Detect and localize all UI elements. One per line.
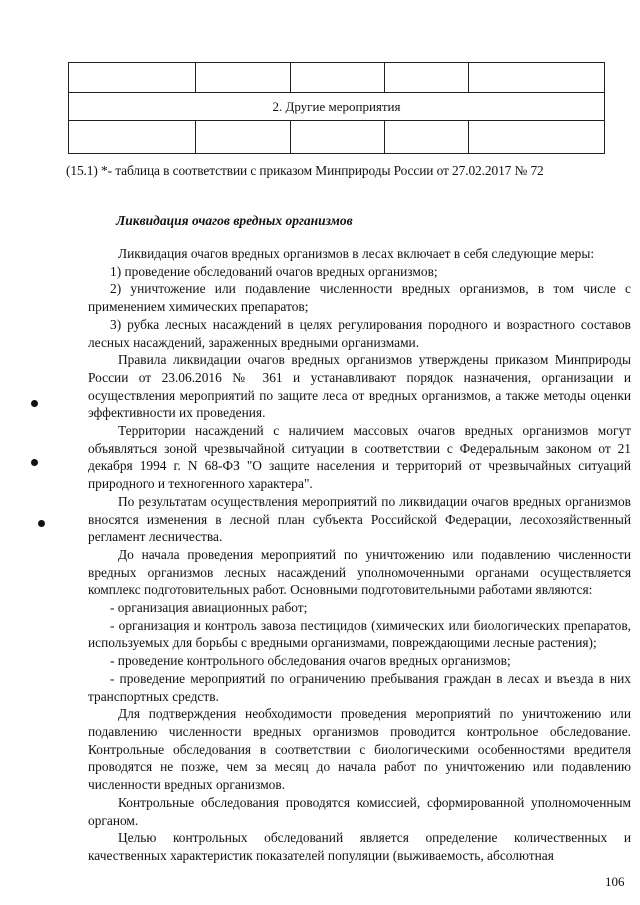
table-section-label: 2. Другие мероприятия <box>69 93 605 121</box>
paragraph: Территории насаждений с наличием массовых очагов вредных организмов могут объявляться зоной чрезвычайной ситуации в соответствии с Федеральным законом от 21 декабря 1994 г. N 68-ФЗ "О защите населения и территорий от чрезвычайных ситуаций природного и техногенного характера". <box>88 423 631 492</box>
table-cell <box>196 121 291 154</box>
section-title: Ликвидация очагов вредных организмов <box>116 213 353 228</box>
list-item: - организация и контроль завоза пестицидов (химических или биологических препаратов, используемых для борьбы с вредными организмами, повреждающими лесные растения); <box>88 617 631 651</box>
body-text <box>88 245 631 865</box>
table-cell <box>385 63 469 93</box>
table-cell <box>291 121 385 154</box>
paragraph: Правила ликвидации очагов вредных организмов утверждены приказом Минприроды России от 23.06.2016 № 361 и устанавливают порядок назначения, организации и осуществления мероприятий по защите леса от вредных организмов, а также методы оценки эффективности их проведения. <box>88 352 631 421</box>
punch-hole-dot <box>31 400 38 407</box>
table-row <box>69 93 605 121</box>
punch-hole-dot <box>31 459 38 466</box>
page-number: 106 <box>605 874 625 889</box>
list-item: 1) проведение обследований очагов вредных организмов; <box>110 263 438 279</box>
list-item: 2) уничтожение или подавление численности вредных организмов, в том числе с применением химических препаратов; <box>88 281 631 315</box>
table-cell <box>291 63 385 93</box>
list-item: - проведение мероприятий по ограничению пребывания граждан в лесах и въезда в них транспортных средств. <box>88 670 631 704</box>
table-row <box>69 121 605 154</box>
paragraph: До начала проведения мероприятий по уничтожению или подавлению численности вредных организмов лесных насаждений уполномоченными органами осуществляется комплекс подготовительных работ. Основными подготовительными работами являются: <box>88 546 631 598</box>
paragraph: По результатам осуществления мероприятий по ликвидации очагов вредных организмов вносятся изменения в лесной план субъекта Российской Федерации, лесохозяйственный регламент лесничества. <box>88 493 631 545</box>
list-item: - проведение контрольного обследования очагов вредных организмов; <box>110 653 511 669</box>
list-item: 3) рубка лесных насаждений в целях регулирования породного и возрастного составов лесных насаждений, зараженных вредными организмами. <box>88 316 631 350</box>
table-cell <box>196 63 291 93</box>
paragraph: Контрольные обследования проводятся комиссией, сформированной уполномоченным органом. <box>88 794 631 828</box>
paragraph: Целью контрольных обследований является определение количественных и качественных характеристик показателей популяции (выживаемость, абсолютная <box>88 830 631 863</box>
table-footnote: (15.1) *- таблица в соответствии с приказом Минприроды России от 27.02.2017 № 72 <box>66 163 544 178</box>
table-cell <box>469 121 605 154</box>
paragraph: Для подтверждения необходимости проведения мероприятий по уничтожению или подавлению численности вредных организмов проводится контрольное обследование. Контрольные обследования в соответствии с биологическими особенностями вредителя проводятся не позже, чем за месяц до начала работ по уничтожению или подавлению численности вредных организмов. <box>88 706 631 793</box>
paragraph: Ликвидация очагов вредных организмов в лесах включает в себя следующие меры: <box>118 246 595 261</box>
punch-hole-dot <box>38 520 45 527</box>
measures-table <box>68 62 605 154</box>
table-cell <box>69 63 196 93</box>
table-row <box>69 63 605 93</box>
table-cell <box>385 121 469 154</box>
table-cell <box>469 63 605 93</box>
list-item: - организация авиационных работ; <box>110 600 308 616</box>
table-cell <box>69 121 196 154</box>
